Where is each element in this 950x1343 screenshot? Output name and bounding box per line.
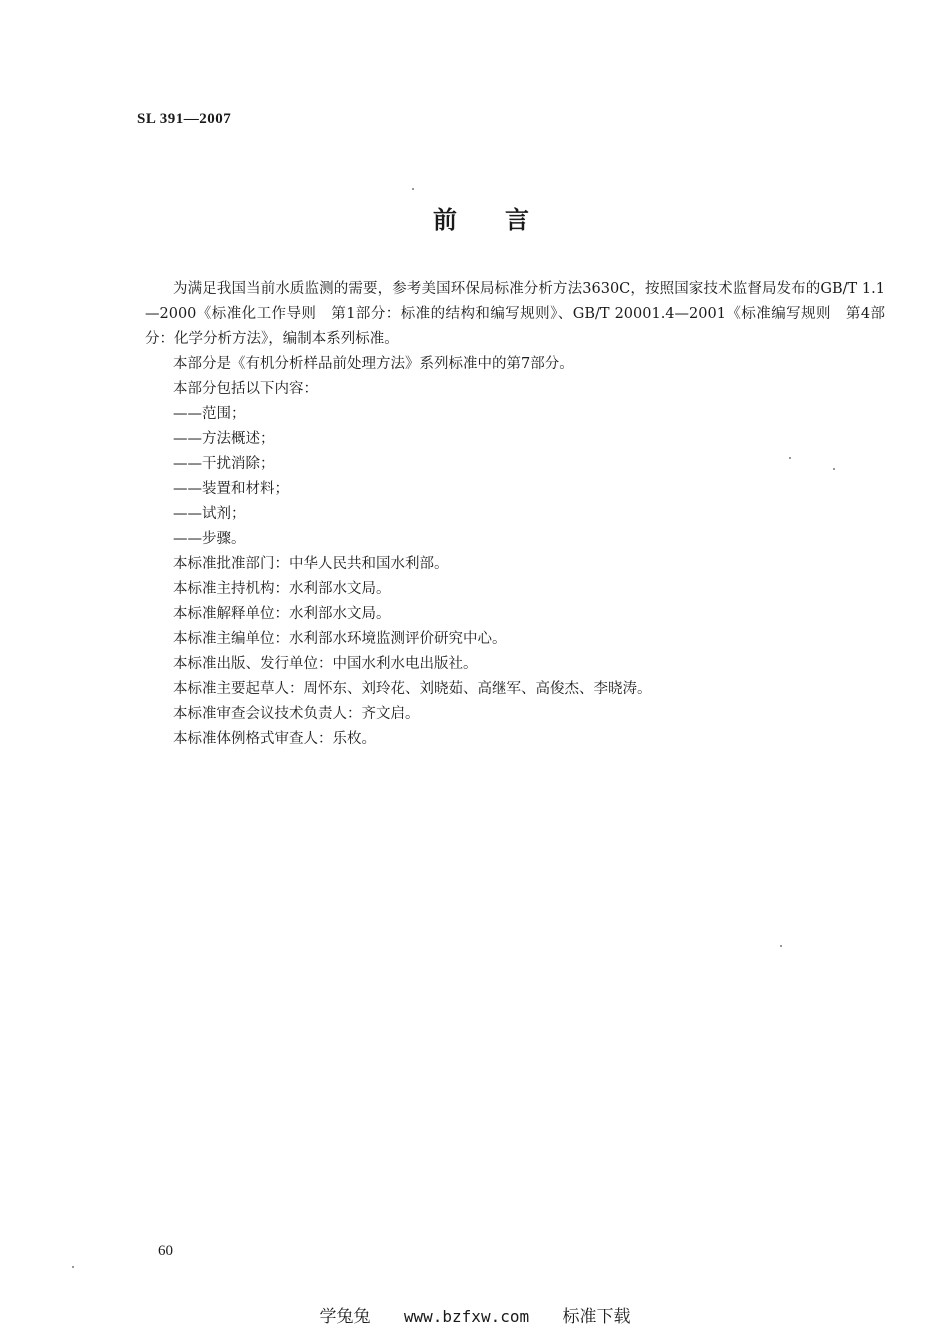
- list-item: ——装置和材料；: [173, 481, 289, 497]
- page-number: 60: [158, 1243, 173, 1259]
- scan-speck: [789, 457, 791, 459]
- footer-url[interactable]: www.bzfxw.com: [403, 1307, 530, 1326]
- standard-code: SL 391—2007: [137, 111, 232, 127]
- list-item: ——试剂；: [173, 506, 246, 522]
- info-chief-editor: 本标准主编单位：水利部水环境监测评价研究中心。: [173, 631, 507, 647]
- footer-site-name: 学兔兔: [319, 1307, 371, 1327]
- info-interpretation: 本标准解释单位：水利部水文局。: [173, 606, 391, 622]
- contents-intro: 本部分包括以下内容：: [173, 381, 318, 397]
- page-title: 前言: [433, 206, 577, 234]
- scan-speck: [412, 188, 414, 190]
- info-review-lead: 本标准审查会议技术负责人：齐文启。: [173, 706, 420, 722]
- scan-speck: [833, 468, 835, 470]
- info-format-reviewer: 本标准体例格式审查人：乐枚。: [173, 731, 376, 747]
- foreword-body: [145, 277, 885, 752]
- info-list: [145, 552, 885, 752]
- list-item: ——范围；: [173, 406, 246, 422]
- list-item: ——干扰消除；: [173, 456, 275, 472]
- info-publisher: 本标准出版、发行单位：中国水利水电出版社。: [173, 656, 478, 672]
- scan-speck: [780, 945, 782, 947]
- scan-speck: [72, 1266, 74, 1268]
- contents-list: [145, 402, 885, 552]
- part-paragraph: 本部分是《有机分析样品前处理方法》系列标准中的第7部分。: [173, 356, 574, 372]
- info-approval: 本标准批准部门：中华人民共和国水利部。: [173, 556, 449, 572]
- info-drafters: 本标准主要起草人：周怀东、刘玲花、刘晓茹、高继军、高俊杰、李晓涛。: [173, 681, 652, 697]
- list-item: ——方法概述；: [173, 431, 275, 447]
- list-item: ——步骤。: [173, 531, 246, 547]
- intro-paragraph: 为满足我国当前水质监测的需要，参考美国环保局标准分析方法3630C，按照国家技术监督局发布的GB/T 1.1—2000《标准化工作导则 第1部分：标准的结构和编写规则》、GB/T 20001.4—2001《标准编写规则 第4部分：化学分析方法》，编制本系列标准。: [145, 281, 885, 347]
- footer-watermark: [0, 1302, 950, 1327]
- footer-tagline: 标准下载: [562, 1307, 631, 1327]
- info-host: 本标准主持机构：水利部水文局。: [173, 581, 391, 597]
